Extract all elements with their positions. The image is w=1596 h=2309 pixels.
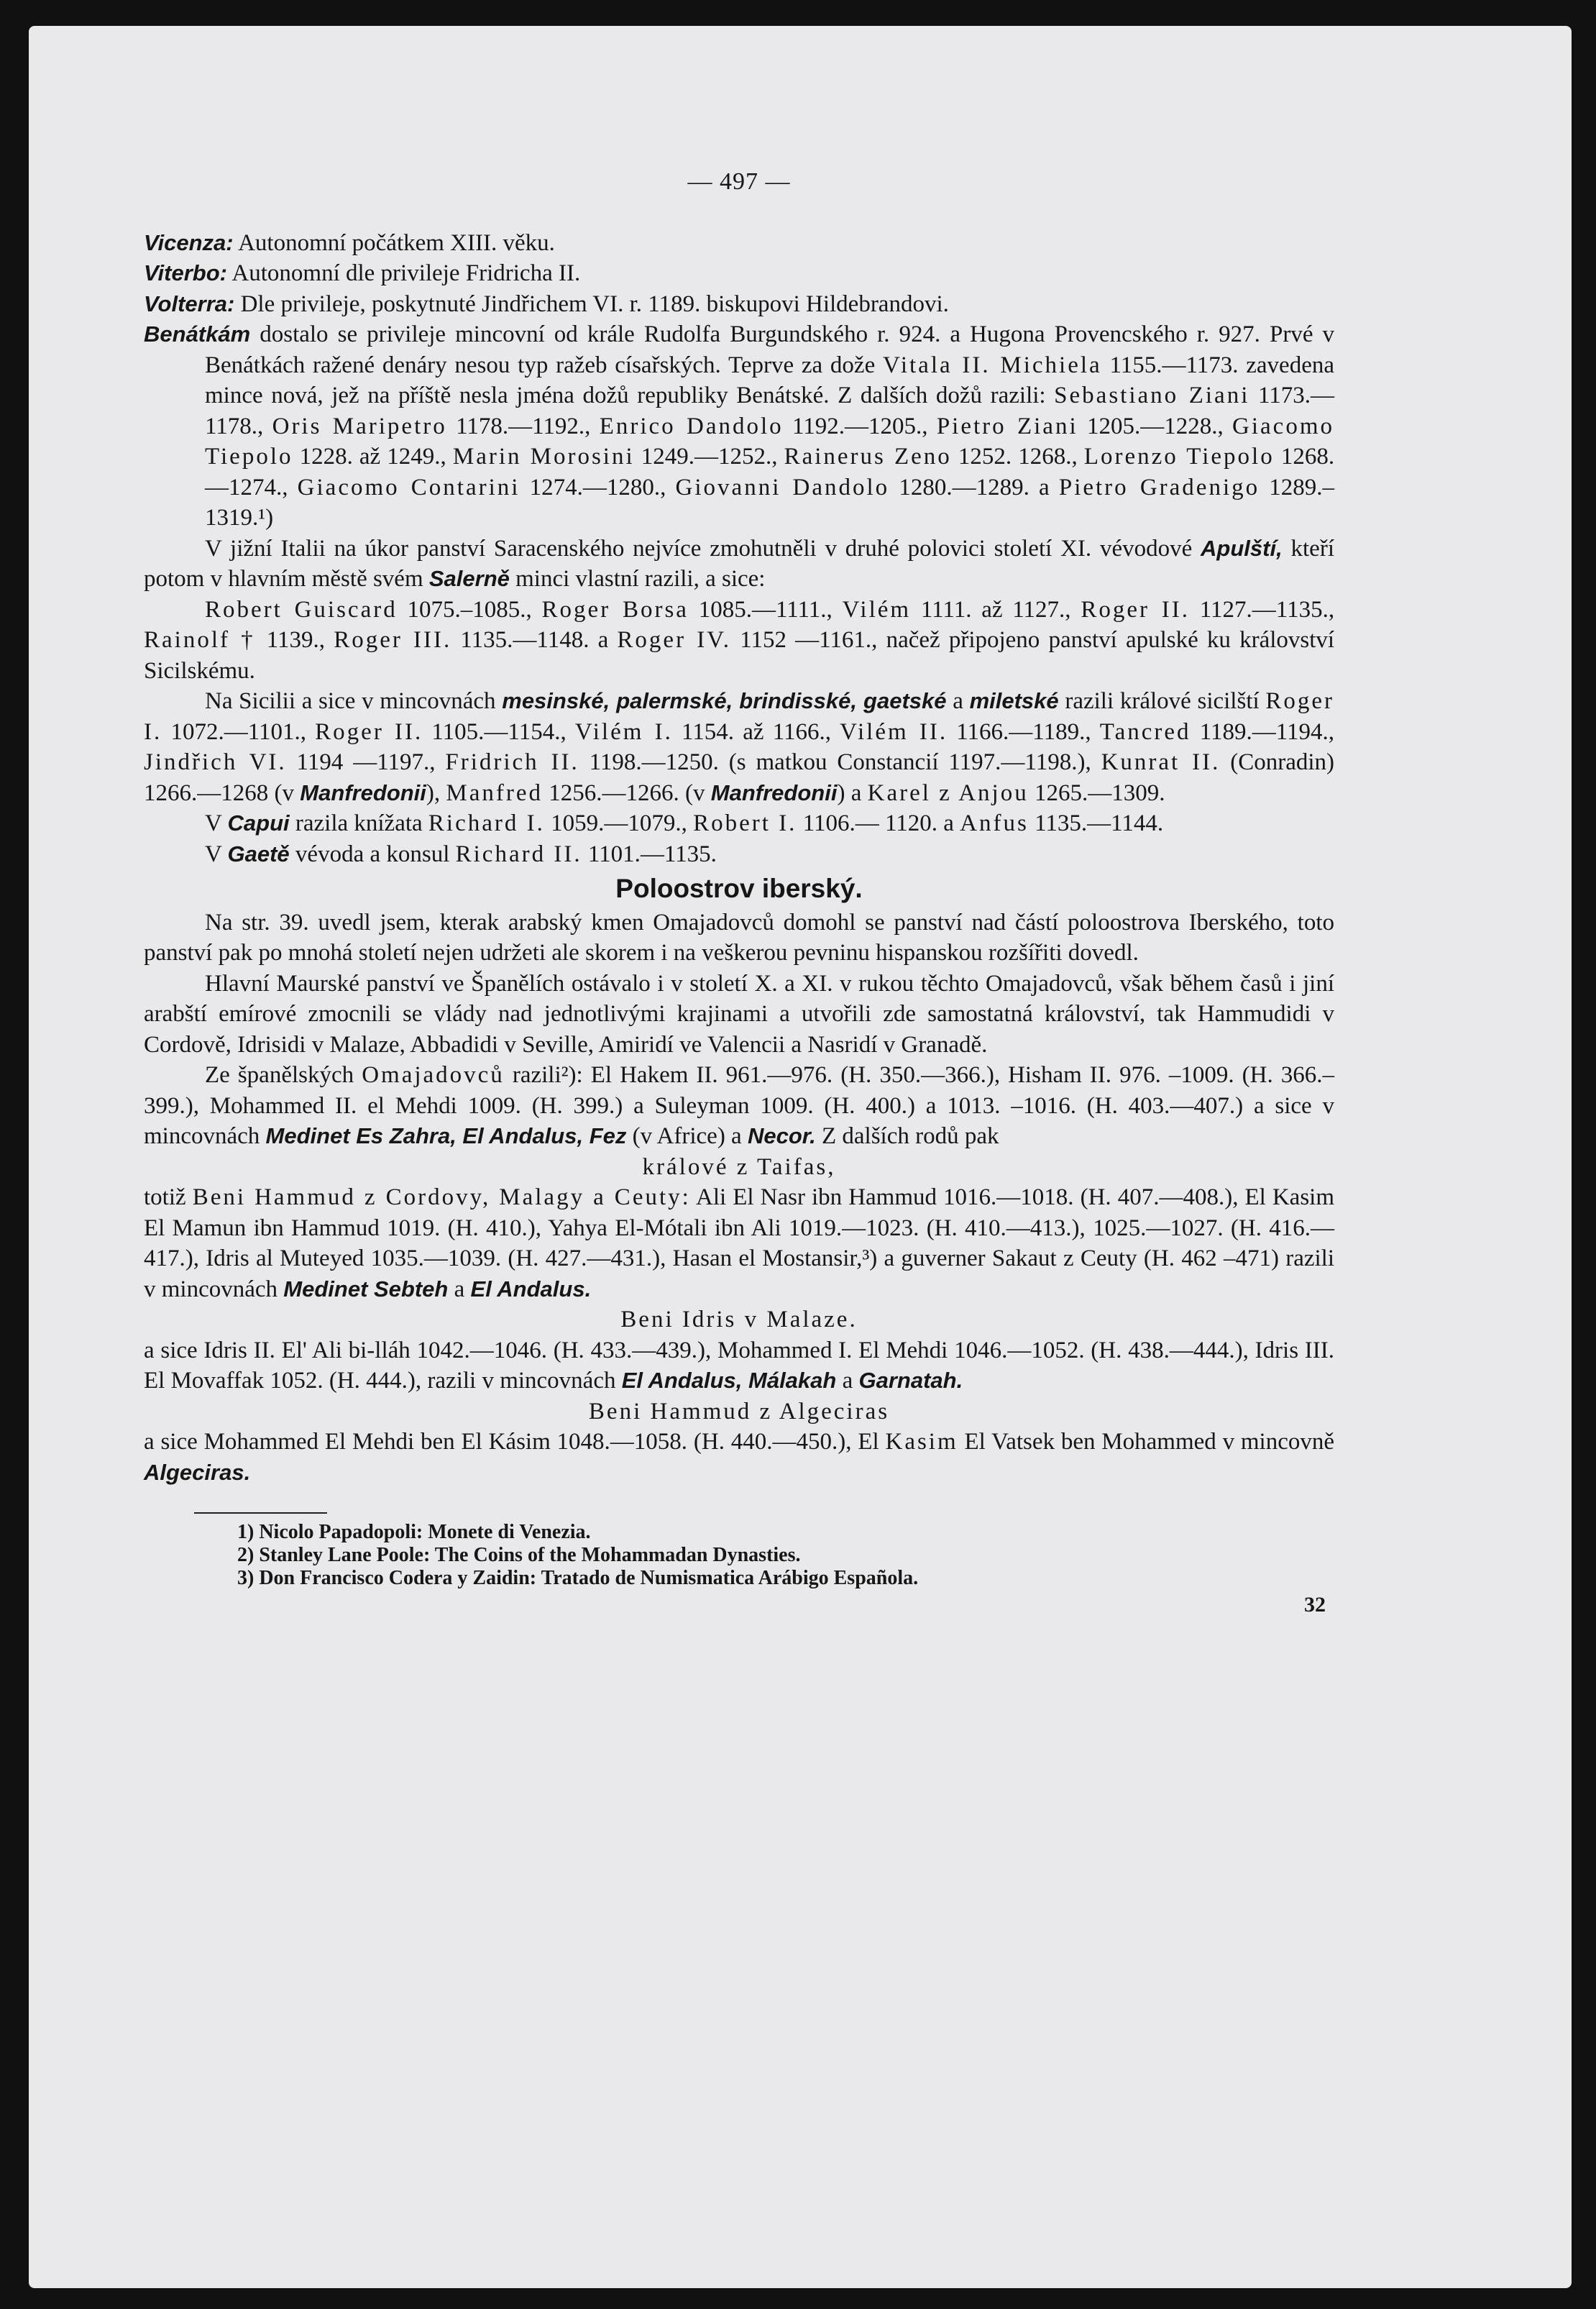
paragraph-iberia-moorish: Hlavní Maurské panství ve Španělích ostávalo i v století X. a XI. v rukou těchto Omajadovců, však během časů i jiní arabští emírové zmocnili se vlády nad jednotlivými krajinami a utvořili zde samostatná království, tak Hammudidi v Cordově, Idrisidi v Malaze, Abbadidi v Seville, Amiridí ve Valencii a Nasridí v Granadě. bbox=[144, 970, 1334, 1058]
paragraph-iberia-intro: Na str. 39. uvedl jsem, kterak arabský kmen Omajadovců domohl se panství nad částí poloostrova Iberského, toto panství pak po mnohá století nejen udržeti ale skorem i na veškerou pevninu hispanskou rozšířiti dovedl. bbox=[144, 909, 1334, 966]
entry-term: Volterra: bbox=[144, 291, 235, 316]
section-heading: Poloostrov iberský. bbox=[615, 874, 863, 903]
entry-vicenza: Vicenza: Autonomní počátkem XIII. věku. bbox=[144, 229, 555, 256]
subheading-taifas: králové z Taifas, bbox=[642, 1153, 836, 1180]
page-number: — 497 — bbox=[687, 168, 791, 195]
paragraph-apulia: V jižní Italii na úkor panství Saracenského nejvíce zmohutněli v druhé polovici století XI. vévodové Apulští, kteří potom v hlavním městě svém Salerně minci vlastní razili, a sice: bbox=[144, 535, 1334, 592]
entry-benatky: Benátkám dostalo se privileje mincovní od krále Rudolfa Burgundského r. 924. a Hugona Provencského r. 927. Prvé v Benátkách ražené denáry nesou typ ražeb císařských. Teprve za dože Vitala II. Michiela 1155.—1173. zavedena mince nová, jež na příště nesla jména dožů republiky Benátské. Z dalších dožů razili: Sebastiano Ziani 1173.—1178., Oris Maripetro 1178.—1192., Enrico Dandolo 1192.—1205., Pietro Ziani 1205.—1228., Giacomo Tiepolo 1228. až 1249., Marin Morosini 1249.—1252., Rainerus Zeno 1252. 1268., Lorenzo Tiepolo 1268.—1274., Giacomo Contarini 1274.—1280., Giovanni Dandolo 1280.—1289. a Pietro Gradenigo 1289.–1319.¹) bbox=[144, 321, 1335, 531]
entry-viterbo: Viterbo: Autonomní dle privileje Fridricha II. bbox=[144, 260, 581, 286]
paragraph-apulia-rulers: Robert Guiscard 1075.–1085., Roger Borsa 1085.—1111., Vilém 1111. až 1127., Roger II. 1127.—1135., Rainolf † 1139., Roger III. 1135.—1148. a Roger IV. 1152 —1161., načež připojeno panství apulské ku království Sicilskému. bbox=[144, 596, 1335, 684]
footnote: 1) Nicolo Papadopoli: Monete di Venezia. bbox=[237, 1521, 591, 1543]
page-text bbox=[144, 167, 1334, 1621]
entry-term: Viterbo: bbox=[144, 260, 227, 285]
footnote: 2) Stanley Lane Poole: The Coins of the Mohammadan Dynasties. bbox=[237, 1544, 801, 1566]
paragraph-sicily: Na Sicilii a sice v mincovnách mesinské, palermské, brindisské, gaetské a miletské razili králové sicilští Roger I. 1072.—1101., Roger II. 1105.—1154., Vilém I. 1154. až 1166., Vilém II. 1166.—1189., Tancred 1189.—1194., Jindřich VI. 1194 —1197., Fridrich II. 1198.—1250. (s matkou Constancií 1197.—1198.), Kunrat II. (Conradin) 1266.—1268 (v Manfredonii), Manfred 1256.—1266. (v Manfredonii) a Karel z Anjou 1265.—1309. bbox=[144, 688, 1335, 806]
footnote: 3) Don Francisco Codera y Zaidin: Tratado de Numismatica Arábigo Española. bbox=[237, 1567, 919, 1589]
paragraph-omayyads: Ze španělských Omajadovců razili²): El Hakem II. 961.—976. (H. 350.—366.), Hisham II. 976. –1009. (H. 366.– 399.), Mohammed II. el Mehdi 1009. (H. 399.) a Suleyman 1009. (H. 400.) a 1013. –1016. (H. 403.—407.) a sice v mincovnách Medinet Es Zahra, El Andalus, Fez (v Africe) a Necor. Z dalších rodů pak bbox=[144, 1062, 1334, 1149]
sheet-number: 32 bbox=[1304, 1593, 1326, 1617]
entry-term: Benátkám bbox=[144, 321, 251, 347]
paragraph-gaeta: V Gaetě vévoda a konsul Richard II. 1101.—1135. bbox=[205, 841, 717, 867]
paragraph-algeciras: a sice Mohammed El Mehdi ben El Kásim 1048.—1058. (H. 440.—450.), El Kasim El Vatsek ben Mohammed v mincovně Algeciras. bbox=[144, 1429, 1335, 1485]
paragraph-capua: V Capui razila knížata Richard I. 1059.—1079., Robert I. 1106.— 1120. a Anfus 1135.—1144. bbox=[205, 810, 1164, 836]
subheading-algeciras: Beni Hammud z Algeciras bbox=[588, 1398, 890, 1425]
scanned-page bbox=[29, 26, 1572, 2288]
paragraph-beni-idris: a sice Idris II. El' Ali bi-lláh 1042.—1046. (H. 433.—439.), Mohammed I. El Mehdi 1046.—1052. (H. 438.—444.), Idris III. El Movaffak 1052. (H. 444.), razili v mincovnách El Andalus, Málakah a Garnatah. bbox=[144, 1337, 1334, 1394]
subheading-beni-idris: Beni Idris v Malaze. bbox=[620, 1307, 858, 1332]
paragraph-beni-hammud: totiž Beni Hammud z Cordovy, Malagy a Ceuty: Ali El Nasr ibn Hammud 1016.—1018. (H. 407.—408.), El Kasim El Mamun ibn Hammud 1019. (H. 410.), Yahya El-Mótali ibn Ali 1019.—1023. (H. 410.—413.), 1025.—1027. (H. 416.—417.), Idris al Muteyed 1035.—1039. (H. 427.—431.), Hasan el Mostansir,³) a guverner Sakaut z Ceuty (H. 462 –471) razili v mincovnách Medinet Sebteh a El Andalus. bbox=[144, 1184, 1335, 1302]
footnote-divider bbox=[194, 1512, 327, 1514]
entry-term: Vicenza: bbox=[144, 229, 234, 255]
entry-volterra: Volterra: Dle privileje, poskytnuté Jindřichem VI. r. 1189. biskupovi Hildebrandovi. bbox=[144, 291, 949, 317]
